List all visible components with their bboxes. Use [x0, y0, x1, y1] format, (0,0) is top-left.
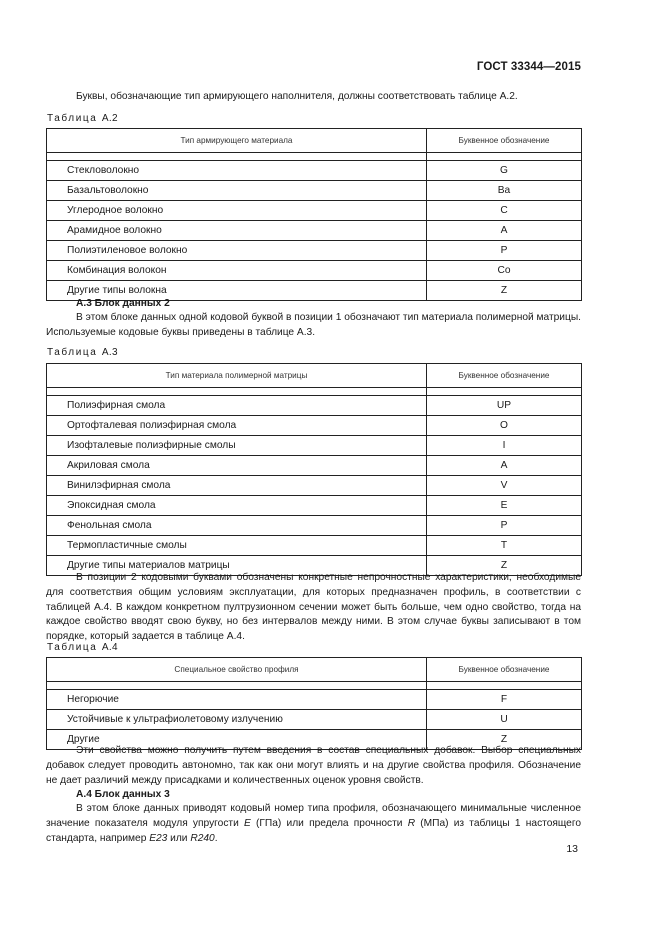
row-code: I	[427, 436, 582, 456]
text-part: (МПа) из таблицы 1 настоящего стандарта, например	[46, 817, 582, 844]
section-a4-text	[46, 802, 581, 846]
row-name: Изофталевые полиэфирные смолы	[47, 436, 427, 456]
table-a3	[46, 363, 582, 576]
document-code: ГОСТ 33344—2015	[476, 61, 581, 73]
table-row	[47, 476, 582, 496]
row-code: Co	[427, 261, 582, 281]
table-row	[47, 396, 582, 416]
example-e: E23	[149, 832, 168, 844]
row-name: Фенольная смола	[47, 516, 427, 536]
table-a2	[46, 128, 582, 301]
table-a4-caption	[47, 642, 118, 653]
row-code: V	[427, 476, 582, 496]
table-a4-header-code: Буквенное обозначение	[427, 658, 582, 682]
spacer	[47, 153, 427, 161]
intro-paragraph: Буквы, обозначающие тип армирующего наполнителя, должны соответствовать таблице А.2.	[76, 91, 518, 102]
table-a3-header-type: Тип материала полимерной матрицы	[47, 364, 427, 388]
row-code: T	[427, 536, 582, 556]
caption-number: А.3	[101, 347, 119, 358]
table-row	[47, 536, 582, 556]
row-name: Стекловолокно	[47, 161, 427, 181]
row-name: Базальтоволокно	[47, 181, 427, 201]
row-code: Ba	[427, 181, 582, 201]
example-r: R240	[190, 832, 215, 844]
table-a2-header-code: Буквенное обозначение	[427, 129, 582, 153]
row-code: U	[427, 710, 582, 730]
row-name: Ортофталевая полиэфирная смола	[47, 416, 427, 436]
row-code: UP	[427, 396, 582, 416]
table-row	[47, 516, 582, 536]
text-part: .	[214, 832, 218, 844]
position2-paragraph: В позиции 2 кодовыми буквами обозначены конкретные непрочностные характеристики, необходимые для соответствия общим условиям эксплуатации, для которых предназначен профиль, в соответствии с таблицей А.4. В каждом конкретном пултрузионном сечении может быть больше, чем одно свойство, тогда на каждое свойство вводят свою букву, но без интервалов между ними. В этом случае буквы записывают в том порядке, который задается в таблице А.4.	[46, 572, 581, 643]
section-a4-title: А.4 Блок данных 3	[76, 789, 170, 800]
row-name: Эпоксидная смола	[47, 496, 427, 516]
row-code: A	[427, 456, 582, 476]
text-part: (ГПа) или предела прочности	[250, 817, 408, 829]
row-name: Негорючие	[47, 690, 427, 710]
table-a2-header-type: Тип армирующего материала	[47, 129, 427, 153]
caption-number: А.2	[101, 113, 119, 124]
table-row	[47, 261, 582, 281]
symbol-r: R	[407, 817, 416, 829]
spacer	[427, 153, 582, 161]
row-name: Термопластичные смолы	[47, 536, 427, 556]
row-code: O	[427, 416, 582, 436]
row-name: Углеродное волокно	[47, 201, 427, 221]
caption-word: Таблица	[47, 347, 98, 358]
row-code: A	[427, 221, 582, 241]
caption-number: А.4	[101, 642, 119, 653]
table-row	[47, 221, 582, 241]
row-name: Комбинация волокон	[47, 261, 427, 281]
table-row	[47, 710, 582, 730]
text-part: или	[167, 832, 191, 844]
row-name: Полиэфирная смола	[47, 396, 427, 416]
row-code: G	[427, 161, 582, 181]
text-part: В этом блоке данных приводят кодовый номер типа профиля, обозначающего минимальные численное значение показателя модуля упругости	[46, 803, 581, 829]
page-number: 13	[566, 843, 578, 855]
spacer	[47, 388, 427, 396]
table-row	[47, 416, 582, 436]
table-a3-caption	[47, 347, 118, 358]
properties-paragraph: Эти свойства можно получить путем введения в состав специальных добавок. Выбор специальных добавок следует проводить автономно, так как они могут влиять и на другие свойства профиля. Обозначение не дает различий между присадками и количественных оценок уровня свойств.	[46, 745, 581, 786]
row-code: F	[427, 690, 582, 710]
row-code: C	[427, 201, 582, 221]
row-name: Акриловая смола	[47, 456, 427, 476]
table-row	[47, 436, 582, 456]
spacer	[427, 388, 582, 396]
table-a3-header-code: Буквенное обозначение	[427, 364, 582, 388]
row-name: Другие	[47, 730, 427, 750]
table-a4-header-property: Специальное свойство профиля	[47, 658, 427, 682]
row-code: P	[427, 516, 582, 536]
row-code: E	[427, 496, 582, 516]
table-row	[47, 161, 582, 181]
caption-word: Таблица	[47, 113, 98, 124]
spacer	[47, 682, 427, 690]
row-name: Другие типы волокна	[47, 281, 427, 301]
section-a3-text: В этом блоке данных одной кодовой буквой в позиции 1 обозначают тип материала полимерной матрицы. Используемые кодовые буквы приведены в таблице А.3.	[46, 312, 581, 338]
caption-word: Таблица	[47, 642, 98, 653]
table-row	[47, 496, 582, 516]
table-a4	[46, 657, 582, 750]
table-row	[47, 201, 582, 221]
row-name: Полиэтиленовое волокно	[47, 241, 427, 261]
row-code: Z	[427, 556, 582, 576]
table-a2-caption	[47, 113, 118, 124]
row-name: Винилэфирная смола	[47, 476, 427, 496]
row-name: Арамидное волокно	[47, 221, 427, 241]
table-row	[47, 690, 582, 710]
table-row	[47, 181, 582, 201]
row-name: Другие типы материалов матрицы	[47, 556, 427, 576]
section-a3-title: А.3 Блок данных 2	[76, 298, 170, 309]
row-code: Z	[427, 730, 582, 750]
table-row	[47, 241, 582, 261]
table-row	[47, 456, 582, 476]
row-name: Устойчивые к ультрафиолетовому излучению	[47, 710, 427, 730]
row-code: Z	[427, 281, 582, 301]
symbol-e: E	[244, 817, 251, 829]
row-code: P	[427, 241, 582, 261]
spacer	[427, 682, 582, 690]
